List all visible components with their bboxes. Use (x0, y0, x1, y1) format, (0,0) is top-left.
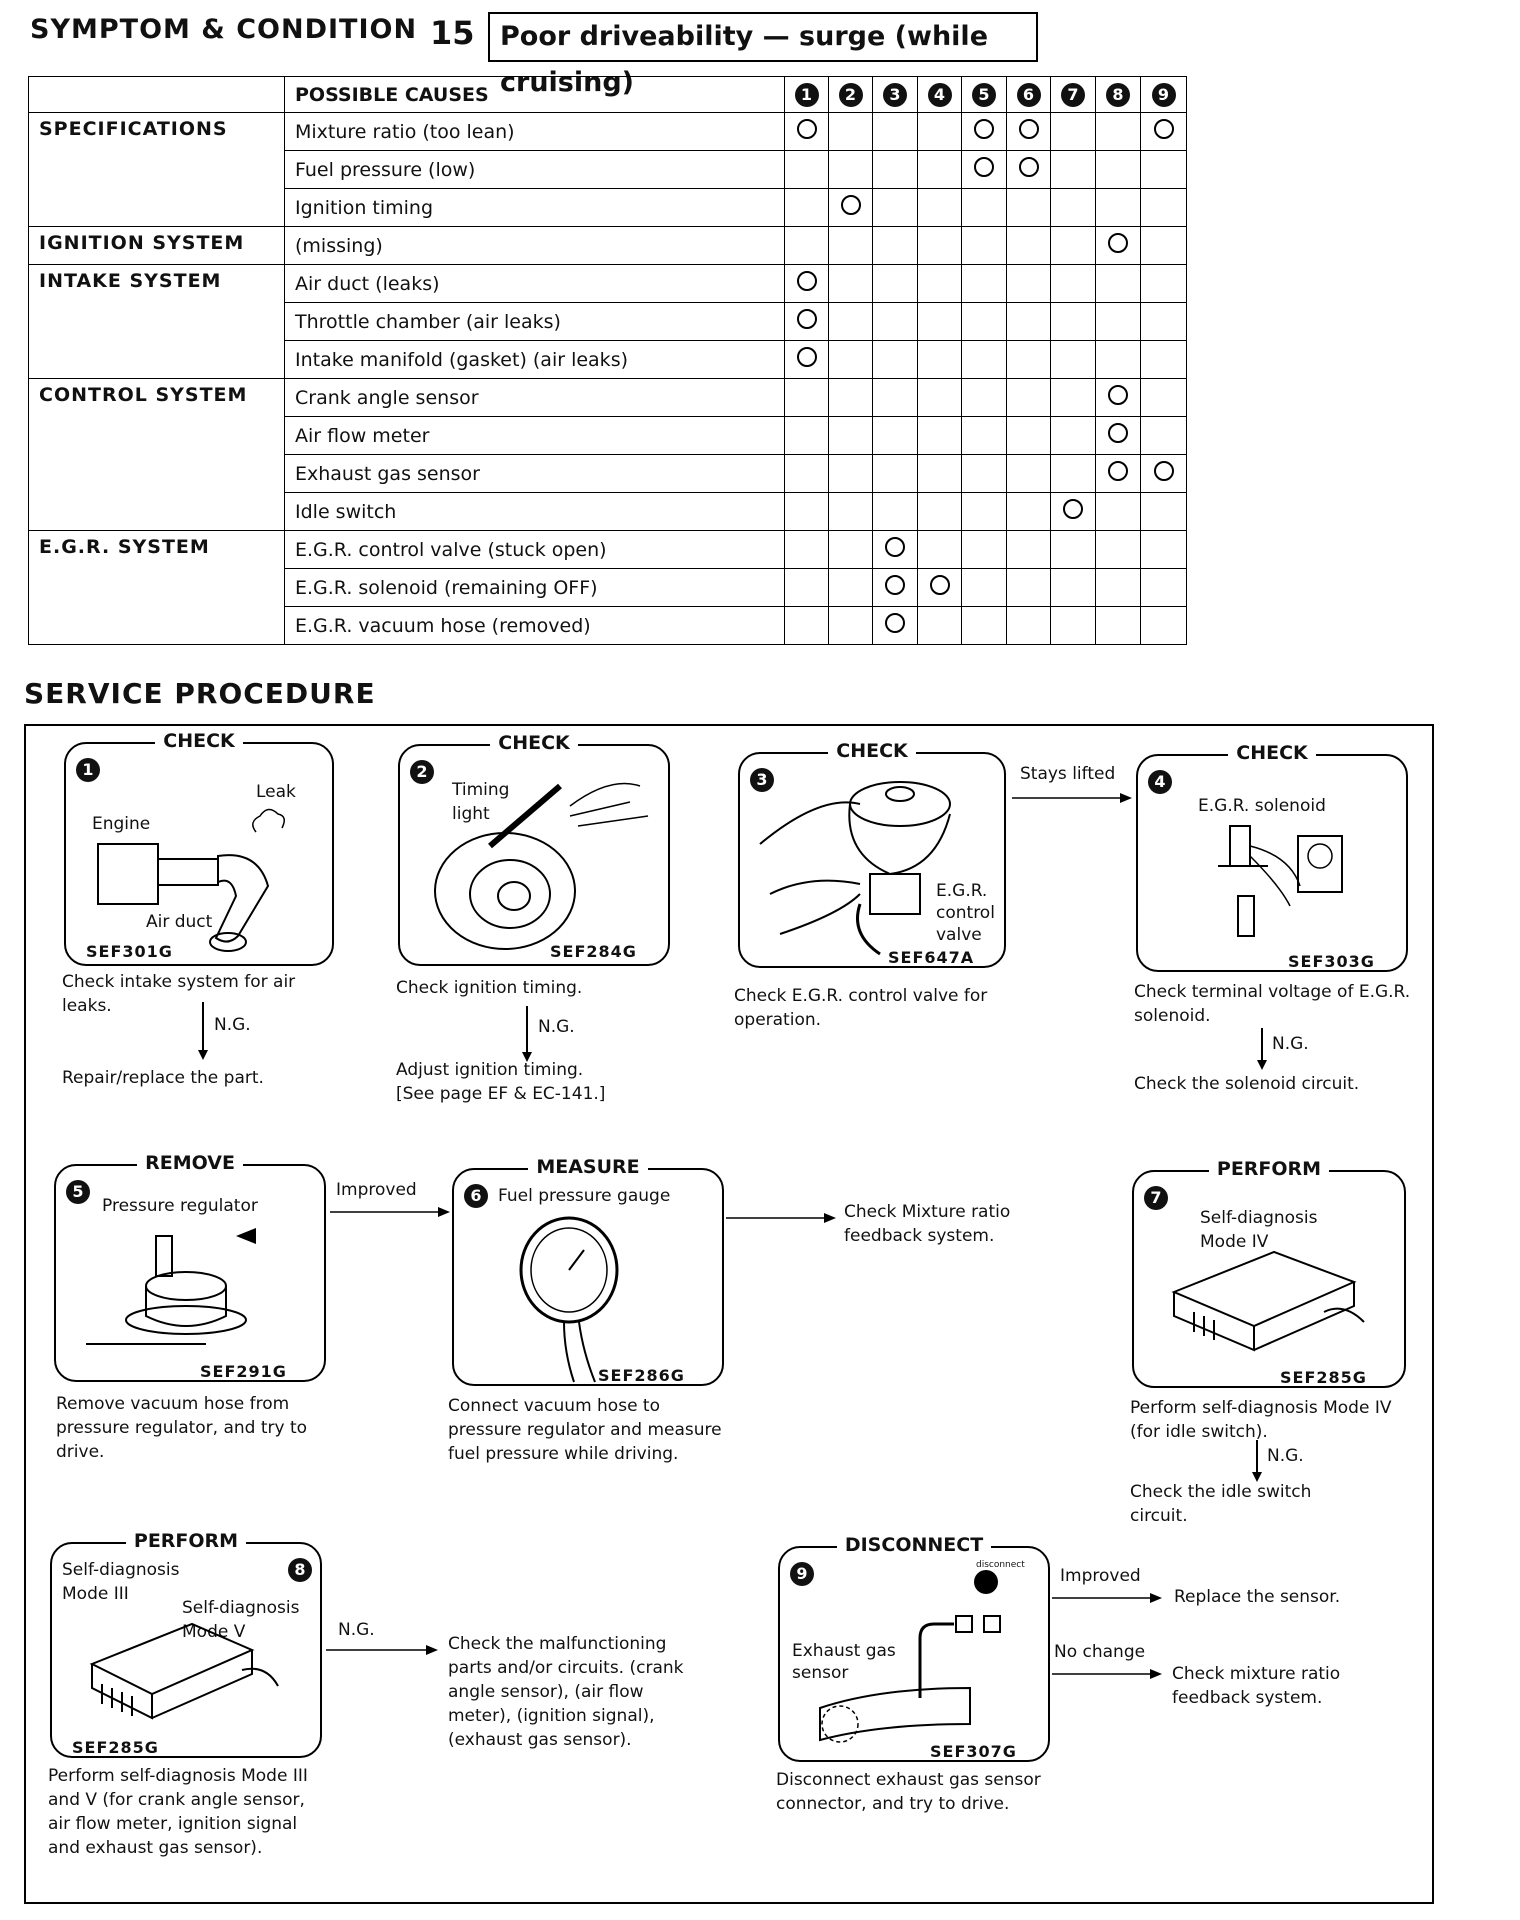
mark-cell (1007, 151, 1051, 189)
mark-cell (873, 379, 918, 417)
step4-code: SEF303G (1288, 952, 1375, 971)
step3-arrow-label: Stays lifted (1020, 764, 1116, 784)
mark-cell (1051, 189, 1096, 227)
step2-text: Check ignition timing. (396, 978, 583, 998)
mark-cell (873, 151, 918, 189)
mark-cell (1007, 189, 1051, 227)
mark-cell (785, 265, 829, 303)
table-row (29, 265, 1187, 303)
mark-cell (962, 265, 1007, 303)
step5-regulator-label: Pressure regulator (102, 1196, 258, 1216)
mark-cell (1141, 607, 1187, 645)
step3-illustration (740, 754, 1008, 970)
step6-box (452, 1156, 724, 1386)
step7-title: PERFORM (1209, 1158, 1329, 1180)
category-cell: SPECIFICATIONS (29, 113, 285, 227)
cause-cell: (missing) (285, 227, 785, 265)
circle-mark-icon (1154, 461, 1174, 481)
step-number-badge: 1 (795, 83, 819, 107)
mark-cell (962, 303, 1007, 341)
mark-cell (1051, 265, 1096, 303)
circle-mark-icon (974, 157, 994, 177)
circle-mark-icon (1019, 157, 1039, 177)
mark-cell (918, 341, 962, 379)
step1-text: Check intake system for air leaks. (62, 972, 296, 1016)
step4-result: Check the solenoid circuit. (1134, 1074, 1360, 1094)
circle-mark-icon (930, 575, 950, 595)
mark-cell (785, 113, 829, 151)
step3-code: SEF647A (888, 948, 975, 967)
mark-cell (829, 113, 873, 151)
mark-cell (962, 341, 1007, 379)
mark-cell (962, 493, 1007, 531)
mark-cell (829, 189, 873, 227)
step8-ng: N.G. (338, 1620, 375, 1640)
step-number-badge: 3 (883, 83, 907, 107)
step8-text: Perform self-diagnosis Mode III and V (for crank angle sensor, air flow meter, ignition signal and exhaust gas sensor). (48, 1766, 308, 1858)
step9-illustration (780, 1548, 1052, 1764)
step7-illustration (1134, 1172, 1408, 1390)
mark-cell (962, 417, 1007, 455)
step8-badge: 8 (288, 1558, 312, 1582)
mark-cell (785, 227, 829, 265)
mark-cell (785, 569, 829, 607)
mark-cell (873, 417, 918, 455)
mark-cell (1051, 379, 1096, 417)
mark-cell (1051, 113, 1096, 151)
step9-improved-label: Improved (1060, 1566, 1141, 1586)
mark-cell (962, 151, 1007, 189)
mark-cell (962, 455, 1007, 493)
mark-cell (785, 493, 829, 531)
mark-cell (829, 151, 873, 189)
mark-cell (1141, 151, 1187, 189)
step2-badge: 2 (410, 760, 434, 784)
symptom-box: Poor driveability — surge (while cruising) (488, 12, 1038, 62)
step-column-header (1051, 77, 1096, 113)
mark-cell (918, 303, 962, 341)
mark-cell (1007, 265, 1051, 303)
circle-mark-icon (841, 195, 861, 215)
circle-mark-icon (1108, 461, 1128, 481)
mark-cell (1141, 493, 1187, 531)
step1-ng: N.G. (214, 1015, 251, 1035)
step6-badge: 6 (464, 1184, 488, 1208)
step-number-badge: 7 (1061, 83, 1085, 107)
step1-illustration (66, 744, 336, 968)
mark-cell (1096, 569, 1141, 607)
mark-cell (1096, 265, 1141, 303)
mark-cell (1141, 189, 1187, 227)
possible-causes-header: POSSIBLE CAUSES (285, 77, 785, 113)
mark-cell (918, 531, 962, 569)
step9-nochange-arrow (1052, 1668, 1162, 1680)
mark-cell (918, 189, 962, 227)
mark-cell (1007, 379, 1051, 417)
cause-cell: E.G.R. vacuum hose (removed) (285, 607, 785, 645)
mark-cell (785, 303, 829, 341)
step5-title: REMOVE (137, 1152, 243, 1174)
mark-cell (829, 265, 873, 303)
mark-cell (1141, 265, 1187, 303)
step7-code: SEF285G (1280, 1368, 1367, 1387)
step-column-header (873, 77, 918, 113)
step4-title: CHECK (1228, 742, 1316, 764)
step8-box (50, 1530, 322, 1758)
mark-cell (1096, 341, 1141, 379)
mark-cell (785, 189, 829, 227)
page-title: SYMPTOM & CONDITION (30, 14, 418, 45)
mark-cell (829, 531, 873, 569)
mark-cell (1051, 493, 1096, 531)
mark-cell (785, 417, 829, 455)
mark-cell (1096, 113, 1141, 151)
step4-solenoid-label: E.G.R. solenoid (1198, 796, 1326, 816)
step1-leak-label: Leak (256, 782, 296, 802)
mark-cell (1141, 341, 1187, 379)
step6-result-arrow (726, 1212, 836, 1224)
mark-cell (829, 455, 873, 493)
mark-cell (873, 569, 918, 607)
step-column-header (1141, 77, 1187, 113)
step5-text: Remove vacuum hose from pressure regulator, and try to drive. (56, 1394, 308, 1462)
mark-cell (829, 303, 873, 341)
table-header-row (29, 77, 1187, 113)
mark-cell (873, 113, 918, 151)
cause-cell: E.G.R. solenoid (remaining OFF) (285, 569, 785, 607)
cause-cell: Crank angle sensor (285, 379, 785, 417)
mark-cell (1141, 531, 1187, 569)
step4-ng: N.G. (1272, 1034, 1309, 1054)
step7-text: Perform self-diagnosis Mode IV (for idle switch). (1130, 1398, 1392, 1442)
step5-illustration (56, 1166, 328, 1384)
service-procedure-title: SERVICE PROCEDURE (24, 677, 376, 710)
mark-cell (918, 379, 962, 417)
mark-cell (1051, 151, 1096, 189)
step7-badge: 7 (1144, 1186, 1168, 1210)
step6-illustration (454, 1170, 726, 1388)
possible-causes-table (28, 76, 1187, 645)
mark-cell (1096, 189, 1141, 227)
mark-cell (1141, 417, 1187, 455)
mark-cell (1051, 227, 1096, 265)
mark-cell (1096, 227, 1141, 265)
mark-cell (1096, 417, 1141, 455)
step-column-header (1007, 77, 1051, 113)
step8-code: SEF285G (72, 1738, 159, 1757)
mark-cell (873, 341, 918, 379)
mark-cell (785, 455, 829, 493)
mark-cell (785, 607, 829, 645)
corner-cell (29, 77, 285, 113)
category-cell: IGNITION SYSTEM (29, 227, 285, 265)
step9-badge: 9 (790, 1562, 814, 1586)
circle-mark-icon (885, 613, 905, 633)
step5-to-step6-arrow (330, 1206, 450, 1218)
mark-cell (1096, 303, 1141, 341)
step2-ng: N.G. (538, 1017, 575, 1037)
mark-cell (785, 379, 829, 417)
step8-ng-arrow (326, 1644, 438, 1656)
step9-nochange-result: Check mixture ratio feedback system. (1172, 1664, 1341, 1708)
cause-cell: Throttle chamber (air leaks) (285, 303, 785, 341)
circle-mark-icon (1019, 119, 1039, 139)
circle-mark-icon (885, 575, 905, 595)
mark-cell (1096, 379, 1141, 417)
step9-title: DISCONNECT (837, 1534, 991, 1556)
step2-ng-arrow (522, 1006, 532, 1062)
cause-cell: Intake manifold (gasket) (air leaks) (285, 341, 785, 379)
step9-box (778, 1534, 1050, 1762)
step-column-header (785, 77, 829, 113)
step-column-header (962, 77, 1007, 113)
mark-cell (1007, 341, 1051, 379)
mark-cell (1096, 531, 1141, 569)
circle-mark-icon (1108, 423, 1128, 443)
step8-result: Check the malfunctioning parts and/or circuits. (crank angle sensor), (air flow meter), (ignition signal), (exhaust gas sensor). (448, 1634, 684, 1750)
mark-cell (962, 379, 1007, 417)
table-row (29, 531, 1187, 569)
category-cell: E.G.R. SYSTEM (29, 531, 285, 645)
table-row (29, 379, 1187, 417)
mark-cell (1007, 493, 1051, 531)
step9-code: SEF307G (930, 1742, 1017, 1761)
mark-cell (873, 493, 918, 531)
circle-mark-icon (974, 119, 994, 139)
mark-cell (918, 569, 962, 607)
step4-text: Check terminal voltage of E.G.R. solenoid. (1134, 982, 1411, 1026)
mark-cell (1051, 607, 1096, 645)
mark-cell (829, 493, 873, 531)
mark-cell (918, 607, 962, 645)
step5-box (54, 1152, 326, 1382)
step2-timing-label: Timing light (452, 780, 510, 824)
table-row (29, 227, 1187, 265)
mark-cell (1096, 493, 1141, 531)
step5-badge: 5 (66, 1180, 90, 1204)
step6-code: SEF286G (598, 1366, 685, 1385)
step9-improved-arrow (1052, 1592, 1162, 1604)
mark-cell (918, 455, 962, 493)
step6-title: MEASURE (528, 1156, 647, 1178)
circle-mark-icon (885, 537, 905, 557)
step-column-header (1096, 77, 1141, 113)
circle-mark-icon (1154, 119, 1174, 139)
mark-cell (829, 341, 873, 379)
mark-cell (1007, 455, 1051, 493)
step-number-badge: 9 (1152, 83, 1176, 107)
step-column-header (829, 77, 873, 113)
step3-to-step4-arrow (1012, 792, 1132, 804)
mark-cell (918, 113, 962, 151)
step4-box (1136, 742, 1408, 972)
category-cell: INTAKE SYSTEM (29, 265, 285, 379)
step1-code: SEF301G (86, 942, 173, 961)
step3-box (738, 740, 1006, 968)
step3-valve-label: E.G.R. control valve (936, 881, 995, 945)
circle-mark-icon (1108, 233, 1128, 253)
mark-cell (962, 227, 1007, 265)
circle-mark-icon (1108, 385, 1128, 405)
step1-engine-label: Engine (92, 814, 151, 834)
step3-title: CHECK (828, 740, 916, 762)
category-cell: CONTROL SYSTEM (29, 379, 285, 531)
step1-ng-arrow (198, 1002, 208, 1060)
mark-cell (1007, 607, 1051, 645)
mark-cell (1141, 113, 1187, 151)
step-number-badge: 4 (928, 83, 952, 107)
mark-cell (1051, 341, 1096, 379)
step9-improved-result: Replace the sensor. (1174, 1587, 1341, 1607)
cause-cell: Exhaust gas sensor (285, 455, 785, 493)
mark-cell (1141, 227, 1187, 265)
cause-cell: Air duct (leaks) (285, 265, 785, 303)
mark-cell (1051, 569, 1096, 607)
cause-cell: Mixture ratio (too lean) (285, 113, 785, 151)
cause-cell: Air flow meter (285, 417, 785, 455)
cause-cell: Idle switch (285, 493, 785, 531)
mark-cell (873, 227, 918, 265)
step-number-badge: 5 (972, 83, 996, 107)
step8-title: PERFORM (126, 1530, 246, 1552)
symptom-number: 15 (430, 14, 475, 52)
step7-result: Check the idle switch circuit. (1130, 1482, 1312, 1526)
mark-cell (918, 265, 962, 303)
cause-cell: E.G.R. control valve (stuck open) (285, 531, 785, 569)
mark-cell (829, 569, 873, 607)
step8-mode3-label: Self-diagnosis Mode III (62, 1560, 180, 1604)
mark-cell (918, 417, 962, 455)
step9-nochange-label: No change (1054, 1642, 1146, 1662)
step9-sensor-label: Exhaust gas sensor (792, 1641, 896, 1683)
step1-airduct-label: Air duct (146, 912, 213, 932)
step6-gauge-label: Fuel pressure gauge (498, 1186, 671, 1206)
mark-cell (785, 151, 829, 189)
mark-cell (918, 151, 962, 189)
table-row (29, 113, 1187, 151)
mark-cell (1051, 303, 1096, 341)
step1-box (64, 730, 334, 966)
mark-cell (962, 113, 1007, 151)
mark-cell (829, 227, 873, 265)
step7-box (1132, 1158, 1406, 1388)
mark-cell (1007, 569, 1051, 607)
step4-ng-arrow (1257, 1028, 1267, 1070)
step2-result-ref: [See page EF & EC-141.] (396, 1084, 606, 1104)
mark-cell (1007, 303, 1051, 341)
mark-cell (785, 531, 829, 569)
step-number-badge: 6 (1017, 83, 1041, 107)
mark-cell (1096, 151, 1141, 189)
mark-cell (1141, 379, 1187, 417)
mark-cell (1007, 531, 1051, 569)
step-number-badge: 8 (1106, 83, 1130, 107)
circle-mark-icon (797, 309, 817, 329)
mark-cell (873, 455, 918, 493)
mark-cell (1096, 607, 1141, 645)
mark-cell (1141, 303, 1187, 341)
mark-cell (829, 379, 873, 417)
step3-badge: 3 (750, 768, 774, 792)
step9-text: Disconnect exhaust gas sensor connector, and try to drive. (776, 1770, 1041, 1814)
step8-mode5-label: Self-diagnosis Mode V (182, 1598, 300, 1642)
step5-code: SEF291G (200, 1362, 287, 1381)
mark-cell (918, 227, 962, 265)
mark-cell (873, 607, 918, 645)
step1-badge: 1 (76, 758, 100, 782)
step5-arrow-label: Improved (336, 1180, 417, 1200)
cause-cell: Fuel pressure (low) (285, 151, 785, 189)
mark-cell (829, 417, 873, 455)
step-column-header (918, 77, 962, 113)
step3-text: Check E.G.R. control valve for operation. (734, 986, 988, 1030)
mark-cell (962, 569, 1007, 607)
step4-illustration (1138, 756, 1410, 974)
mark-cell (1051, 455, 1096, 493)
step7-ng-arrow (1252, 1440, 1262, 1482)
cause-cell: Ignition timing (285, 189, 785, 227)
mark-cell (1096, 455, 1141, 493)
step4-badge: 4 (1148, 770, 1172, 794)
mark-cell (1051, 531, 1096, 569)
step2-box (398, 732, 670, 966)
mark-cell (785, 341, 829, 379)
mark-cell (829, 607, 873, 645)
circle-mark-icon (797, 271, 817, 291)
step6-text: Connect vacuum hose to pressure regulator and measure fuel pressure while driving. (448, 1396, 722, 1464)
mark-cell (1051, 417, 1096, 455)
step7-ng: N.G. (1267, 1446, 1304, 1466)
step1-result: Repair/replace the part. (62, 1068, 264, 1088)
step-number-badge: 2 (839, 83, 863, 107)
mark-cell (962, 189, 1007, 227)
step2-result: Adjust ignition timing. (396, 1060, 584, 1080)
mark-cell (1141, 455, 1187, 493)
mark-cell (918, 493, 962, 531)
mark-cell (1007, 417, 1051, 455)
step9-disconnect-label: disconnect (976, 1560, 1025, 1570)
step7-mode-label: Self-diagnosis Mode IV (1200, 1208, 1318, 1252)
step2-title: CHECK (490, 732, 578, 754)
mark-cell (873, 303, 918, 341)
mark-cell (873, 531, 918, 569)
step8-illustration (52, 1544, 324, 1760)
mark-cell (1007, 113, 1051, 151)
circle-mark-icon (797, 347, 817, 367)
circle-mark-icon (797, 119, 817, 139)
mark-cell (873, 189, 918, 227)
circle-mark-icon (1063, 499, 1083, 519)
step1-title: CHECK (155, 730, 243, 752)
mark-cell (873, 265, 918, 303)
mark-cell (1007, 227, 1051, 265)
mark-cell (962, 531, 1007, 569)
step2-illustration (400, 746, 672, 968)
mark-cell (962, 607, 1007, 645)
step6-result: Check Mixture ratio feedback system. (844, 1202, 1011, 1246)
step2-code: SEF284G (550, 942, 637, 961)
mark-cell (1141, 569, 1187, 607)
